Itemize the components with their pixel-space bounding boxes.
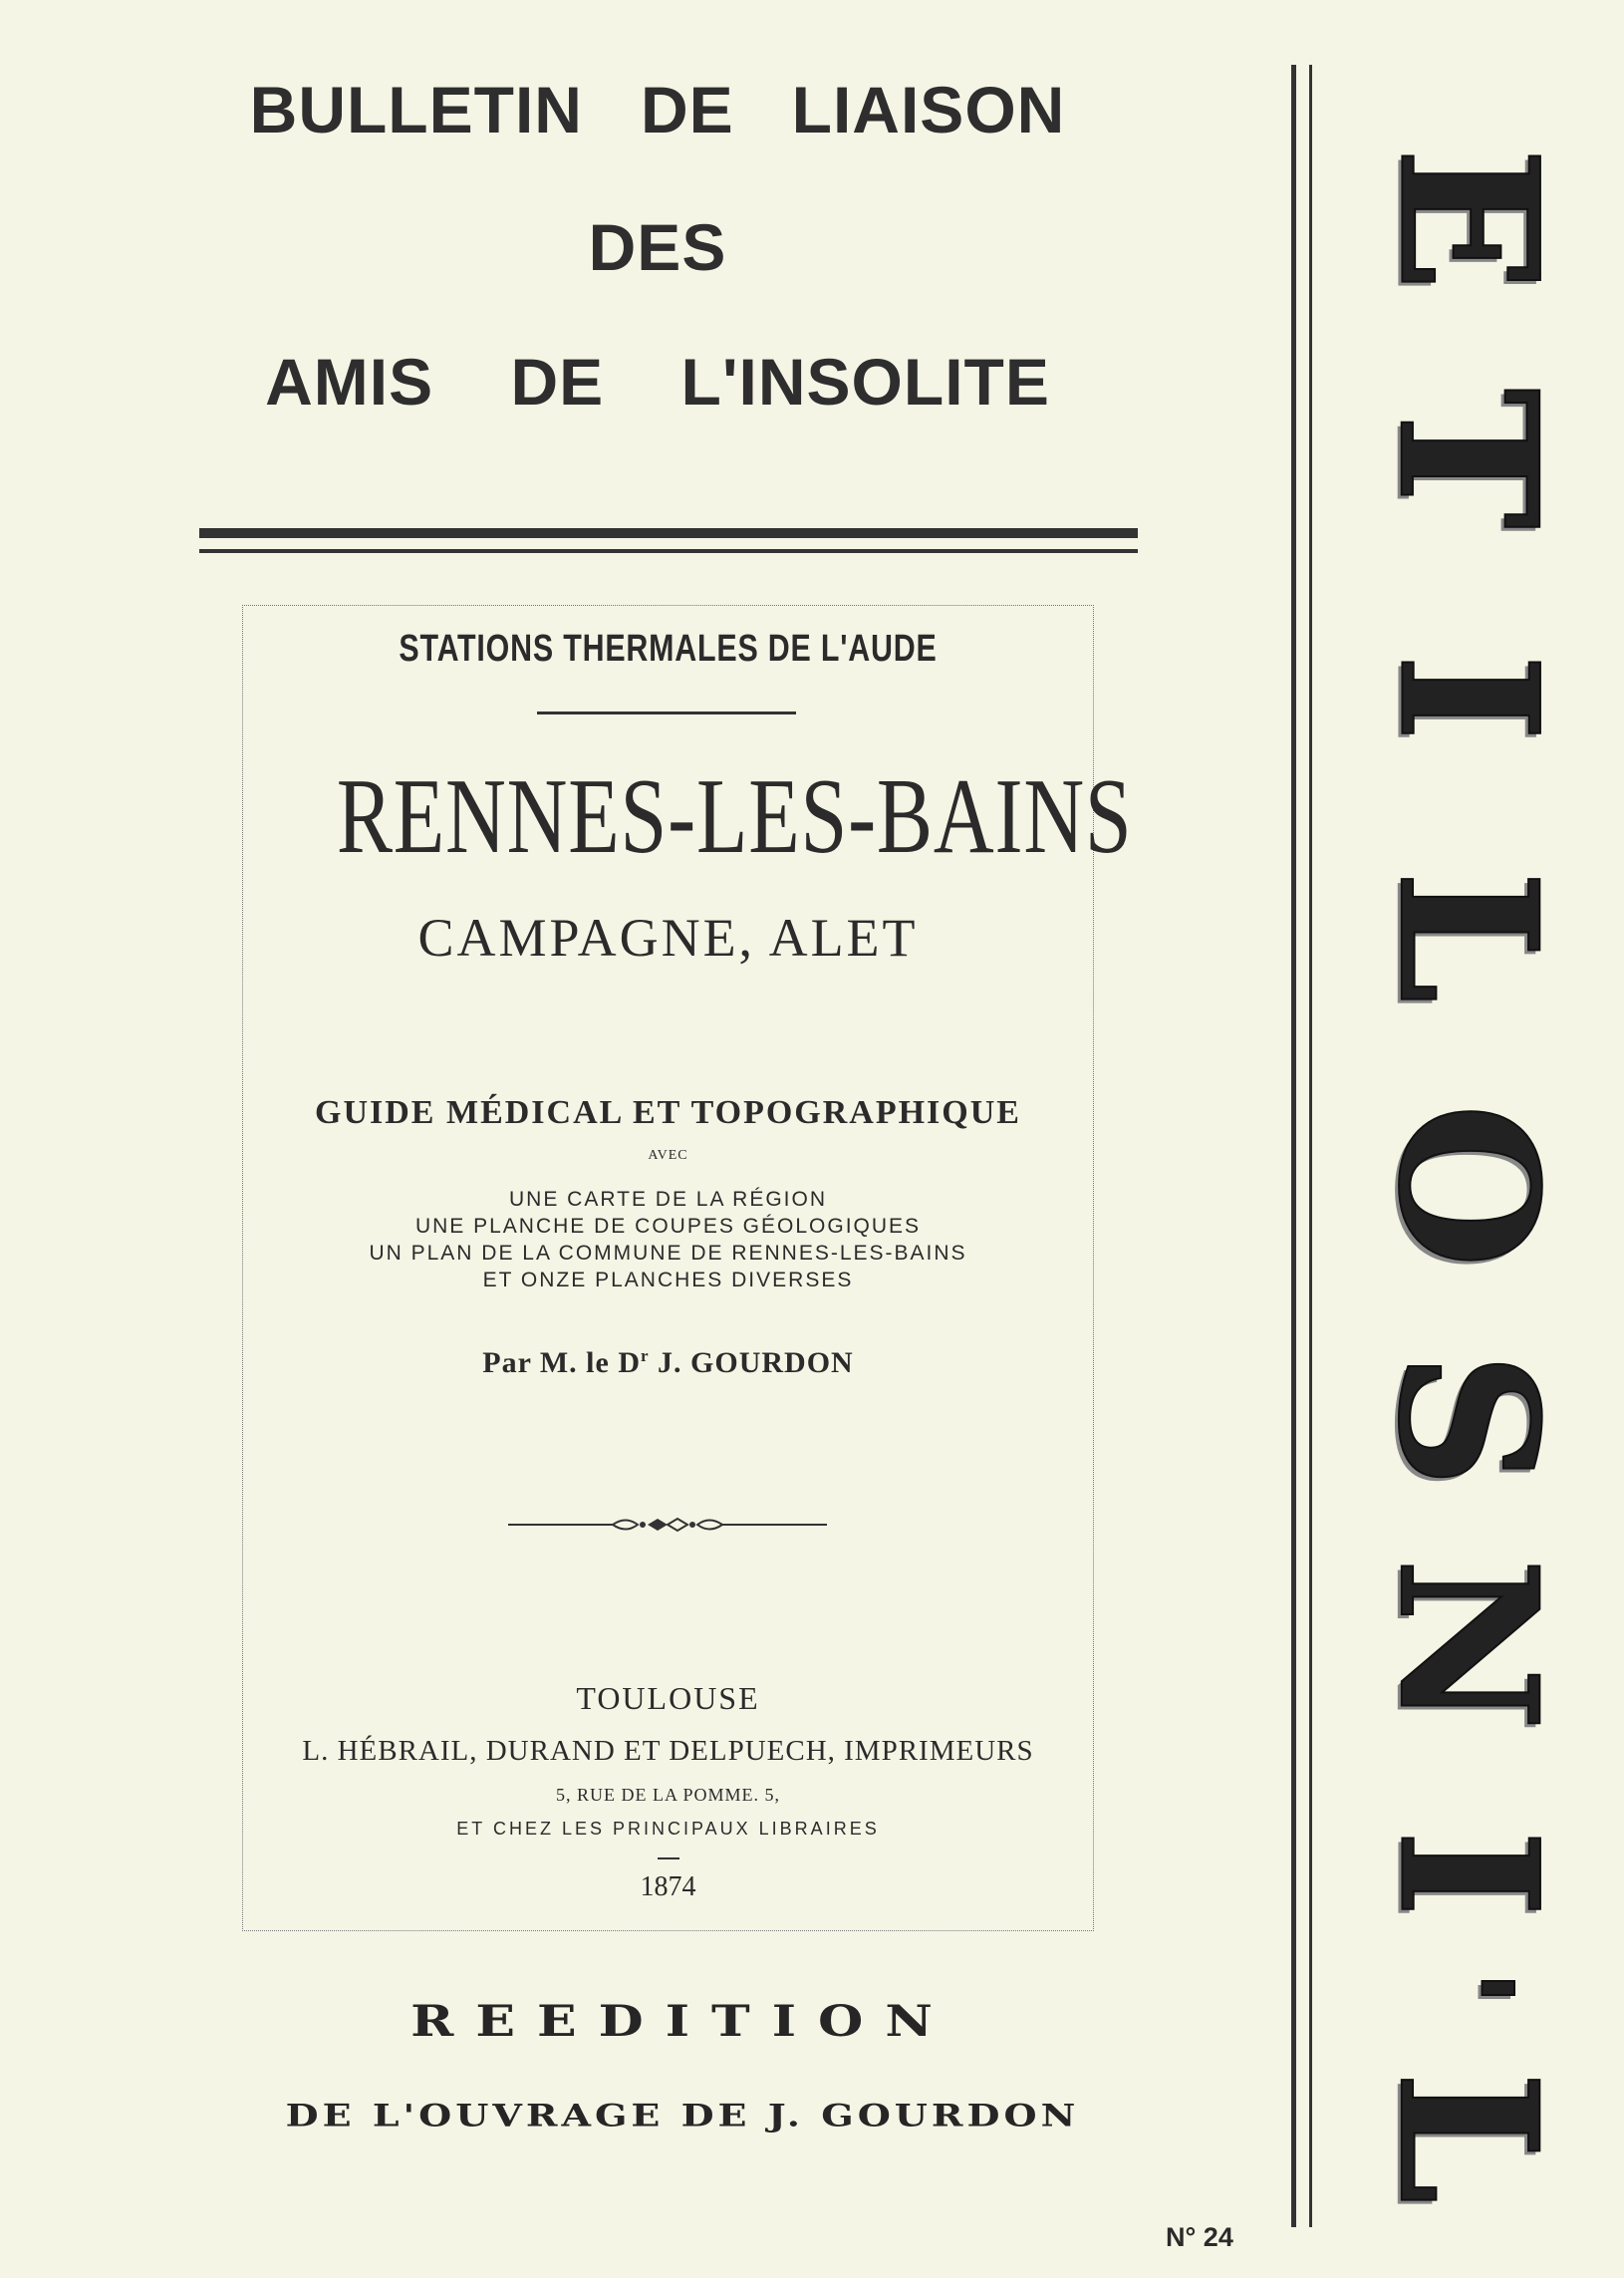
vertical-title-glyph: E (1356, 146, 1579, 292)
bulletin-title-line-1: BULLETIN DE LIAISON (249, 73, 1066, 146)
vertical-title-glyph: T (1356, 388, 1579, 529)
double-rule-thin (199, 549, 1138, 553)
cover-city: TOULOUSE (576, 1680, 760, 1716)
cover-contents-item: UNE PLANCHE DE COUPES GÉOLOGIQUES (414, 1215, 922, 1238)
cover-address: 5, RUE DE LA POMME. 5, (555, 1785, 780, 1805)
vertical-rule-thick (1291, 65, 1296, 2227)
cover-title: RENNES-LES-BAINS (336, 757, 1133, 876)
vertical-title-letter (1333, 354, 1602, 563)
cover-year: 1874 (640, 1871, 696, 1902)
cover-contents-item: ET ONZE PLANCHES DIVERSES (482, 1269, 854, 1291)
author-title-sup: r (641, 1346, 650, 1365)
vertical-title-letter (1333, 1769, 1602, 1978)
vertical-rule-thin (1309, 65, 1312, 2227)
cover-booksellers: ET CHEZ LES PRINCIPAUX LIBRAIRES (456, 1819, 880, 1839)
author-prefix: Par M. le D (482, 1346, 641, 1379)
vertical-title-letter (1333, 593, 1602, 802)
vertical-title-letter (1333, 2033, 1602, 2242)
author-name: J. GOURDON (649, 1346, 854, 1379)
vertical-decorative-title (1333, 75, 1602, 2267)
cover-avec: AVEC (648, 1148, 688, 1163)
cover-contents-item: UNE CARTE DE LA RÉGION (508, 1188, 827, 1211)
cover-printers: L. HÉBRAIL, DURAND ET DELPUECH, IMPRIMEURS (302, 1735, 1034, 1767)
cover-short-rule (537, 712, 796, 714)
vertical-title-glyph: I (1356, 1829, 1579, 1918)
reedition-subheading: DE L'OUVRAGE DE J. GOURDON (285, 2097, 1080, 2134)
reedition-heading: REEDITION (410, 1996, 954, 2047)
double-rule-thick (199, 528, 1138, 538)
vertical-title-glyph: I (1356, 653, 1579, 742)
ornament-divider-icon (508, 1511, 827, 1539)
issue-number: N° 24 (1166, 2222, 1233, 2252)
cover-subtitle: CAMPAGNE, ALET (417, 908, 919, 968)
vertical-title-letter (1333, 1071, 1602, 1300)
vertical-title-letter (1333, 115, 1602, 324)
vertical-title-glyph: L (1357, 2071, 1579, 2204)
cover-guide-heading: GUIDE MÉDICAL ET TOPOGRAPHIQUE (315, 1094, 1021, 1131)
cover-contents-item: UN PLAN DE LA COMMUNE DE RENNES-LES-BAINS (369, 1242, 967, 1265)
cover-author (243, 1346, 1093, 1380)
cover-year-dash (658, 1857, 679, 1859)
cover-series-heading: STATIONS THERMALES DE L'AUDE (399, 628, 938, 670)
vertical-title-glyph: N (1356, 1558, 1579, 1731)
vertical-title-glyph: L (1357, 870, 1579, 1003)
book-cover-reproduction (242, 605, 1133, 1931)
vertical-title-letter (1333, 832, 1602, 1041)
vertical-title-glyph: S (1357, 1351, 1579, 1489)
vertical-title-letter (1333, 1530, 1602, 1759)
vertical-title-glyph: O (1356, 1103, 1579, 1269)
bulletin-title-line-2: DES (588, 210, 727, 284)
bulletin-title-line-3: AMIS DE L'INSOLITE (265, 345, 1050, 419)
vertical-title-letter (1333, 1310, 1602, 1530)
vertical-title-glyph: ' (1398, 1969, 1538, 2007)
